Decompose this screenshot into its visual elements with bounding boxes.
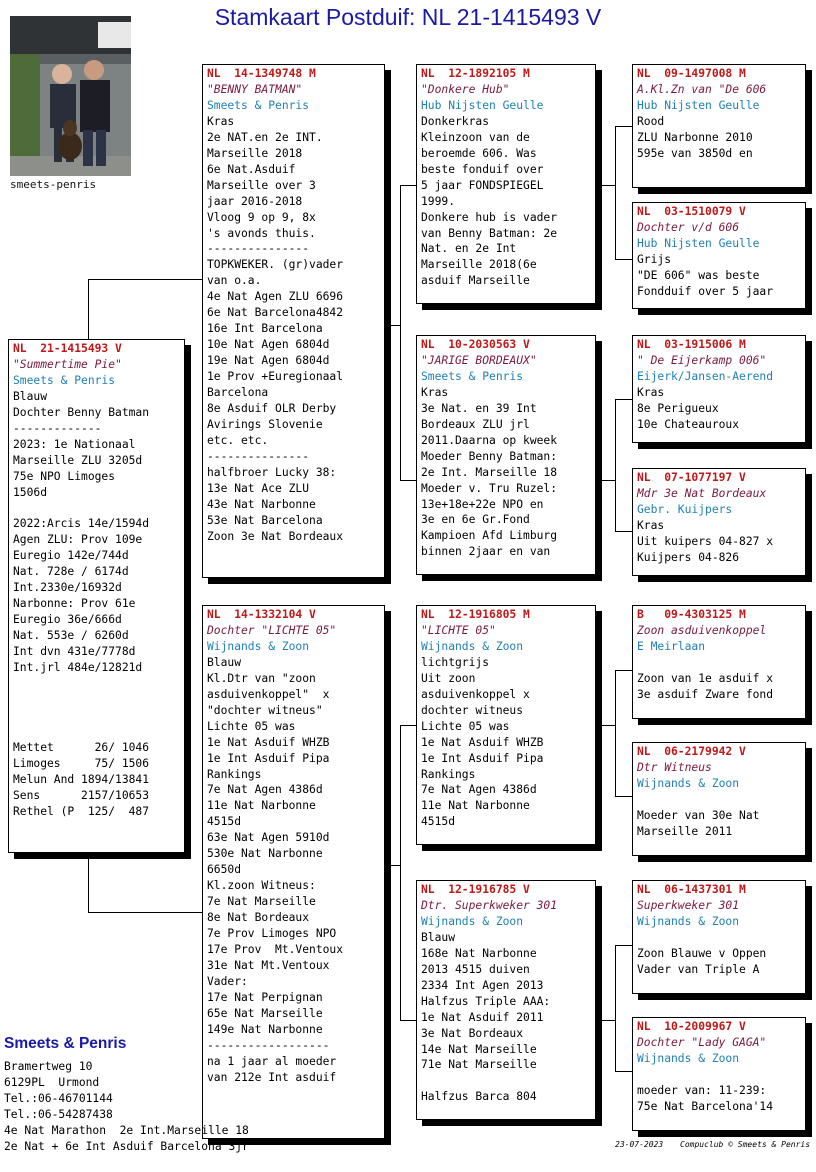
page-title: Stamkaart Postduif: NL 21-1415493 V bbox=[214, 4, 602, 30]
pigeon-description: Zoon van 1e asduif x 3e asduif Zware fond bbox=[637, 671, 774, 701]
connector-line bbox=[615, 1071, 632, 1072]
breeder-name: Wijnands & Zoon bbox=[637, 776, 740, 790]
connector-line bbox=[615, 670, 632, 671]
footer-date: 23-07-2023 bbox=[615, 1140, 664, 1149]
pigeon-name: Superkweker 301 bbox=[637, 898, 740, 912]
ring-number: NL 21-1415493 V bbox=[13, 342, 122, 355]
ring-number: B 09-4303125 M bbox=[637, 608, 746, 621]
connector-line bbox=[88, 852, 89, 913]
connector-line bbox=[400, 725, 401, 1021]
breeder-name: Gebr. Kuijpers bbox=[637, 502, 733, 516]
connector-line bbox=[88, 279, 203, 280]
ring-number: NL 06-2179942 V bbox=[637, 745, 746, 758]
owner-details: Bramertweg 10 6129PL Urmond Tel.:06-46701144 Tel.:06-54287438 4e Nat Marathon 2e Int.Marseille 18 2e Nat + 6e Int Asduif Barcelona 3jr bbox=[4, 1060, 249, 1153]
ring-number: NL 12-1916785 V bbox=[421, 883, 530, 896]
connector-line bbox=[615, 126, 632, 127]
pigeon-description: Grijs "DE 606" was beste Fondduif over 5 jaar bbox=[637, 252, 774, 298]
fmf-card bbox=[632, 335, 806, 443]
ring-number: NL 06-1437301 M bbox=[637, 883, 746, 896]
fmm-card bbox=[632, 468, 806, 576]
connector-line bbox=[400, 1020, 416, 1021]
owner-block bbox=[4, 1035, 284, 1154]
pigeon-description: Blauw 168e Nat Narbonne 2013 4515 duiven 2334 Int Agen 2013 Halfzus Triple AAA: 1e Nat Asduif 2011 3e Nat Bordeaux 14e Nat Marseille 71e Nat Marseille Halfzus Barca 804 bbox=[421, 930, 551, 1104]
breeder-name: Hub Nijsten Geulle bbox=[637, 236, 760, 250]
pigeon-description: Donkerkras Kleinzoon van de beroemde 606. Was beste fonduif over 5 jaar FONDSPIEGEL 1999. Donkere hub is vader van Benny Batman: 2e Nat. en 2e Int Marseille 2018(6e asduif Marseille bbox=[421, 114, 558, 288]
mff-card bbox=[632, 605, 806, 719]
breeder-name: Smeets & Penris bbox=[207, 98, 310, 112]
photo-caption: smeets-penris bbox=[10, 178, 97, 191]
breeder-name: Smeets & Penris bbox=[421, 369, 524, 383]
father-mother-card bbox=[416, 335, 596, 575]
fff-card bbox=[632, 64, 806, 188]
connector-line bbox=[615, 259, 632, 260]
pigeon-name: Dochter "Lady GAGA" bbox=[637, 1035, 767, 1049]
connector-line bbox=[615, 945, 616, 1072]
pigeon-name: Dtr. Superkweker 301 bbox=[421, 898, 558, 912]
breeder-name: Wijnands & Zoon bbox=[421, 914, 524, 928]
connector-line bbox=[400, 480, 416, 481]
pigeon-name: "LICHTE 05" bbox=[421, 623, 496, 637]
ring-number: NL 03-1510079 V bbox=[637, 205, 746, 218]
pigeon-description: Blauw Dochter Benny Batman ------------- 2023: 1e Nationaal Marseille ZLU 3205d 75e NPO Limoges 1506d 2022:Arcis 14e/1594d Agen ZLU: Prov 109e Euregio 142e/744d Nat. 728e / 6174d Int.2330e/16932d Narbonne: Prov 61e Euregio 36e/666d Nat. 553e / 6260d Int dvn 431e/7778d Int.jrl 484e/12821d Mettet 26/ 1046 Limoges 75/ 1506 Melun And 1894/13841 Sens 2157/10653 Rethel (P 125/ 487 bbox=[13, 389, 150, 818]
connector-line bbox=[400, 185, 401, 481]
connector-line bbox=[595, 185, 616, 186]
breeder-name: Wijnands & Zoon bbox=[421, 639, 524, 653]
pigeon-description: Kras 8e Perigueux 10e Chateauroux bbox=[637, 385, 740, 431]
pigeon-name: Dtr Witneus bbox=[637, 760, 712, 774]
breeder-name: Wijnands & Zoon bbox=[637, 914, 740, 928]
connector-line bbox=[595, 480, 616, 481]
owner-name: Smeets & Penris bbox=[4, 1035, 127, 1052]
mmm-card bbox=[632, 1017, 806, 1131]
breeder-name: Hub Nijsten Geulle bbox=[421, 98, 544, 112]
connector-line bbox=[400, 725, 416, 726]
subject-card bbox=[8, 339, 185, 853]
ring-number: NL 09-1497008 M bbox=[637, 67, 746, 80]
footer-credit: Compuclub © Smeets & Penris bbox=[680, 1140, 811, 1149]
connector-line bbox=[615, 796, 632, 797]
owner-photo-image bbox=[10, 16, 131, 176]
owner-photo bbox=[10, 16, 131, 176]
connector-line bbox=[595, 725, 616, 726]
pigeon-name: "Summertime Pie" bbox=[13, 357, 122, 371]
pigeon-name: "JARIGE BORDEAUX" bbox=[421, 353, 537, 367]
breeder-name: Wijnands & Zoon bbox=[637, 1051, 740, 1065]
father-card bbox=[202, 64, 385, 578]
breeder-name: E Meirlaan bbox=[637, 639, 706, 653]
connector-line bbox=[615, 399, 616, 532]
pigeon-name: "BENNY BATMAN" bbox=[207, 82, 303, 96]
pigeon-name: Dochter v/d 606 bbox=[637, 220, 740, 234]
pigeon-description: Blauw Kl.Dtr van "zoon asduivenkoppel" x "dochter witneus" Lichte 05 was 1e Nat Asduif WHZB 1e Int Asduif Pipa Rankings 7e Nat Agen 4386d 11e Nat Narbonne 4515d 63e Nat Agen 5910d 530e Nat Narbonne 6650d Kl.zoon Witneus: 7e Nat Marseille 8e Nat Bordeaux 7e Prov Limoges NPO 17e Prov Mt.Ventoux 31e Nat Mt.Ventoux Vader: 17e Nat Perpignan 65e Nat Marseille 149e Nat Narbonne ------------------ na 1 jaar al moeder van 212e Int asduif bbox=[207, 655, 344, 1084]
ring-number: NL 07-1077197 V bbox=[637, 471, 746, 484]
breeder-name: Wijnands & Zoon bbox=[207, 639, 310, 653]
ring-number: NL 14-1332104 V bbox=[207, 608, 316, 621]
ffm-card bbox=[632, 202, 806, 309]
pigeon-description: Zoon Blauwe v Oppen Vader van Triple A bbox=[637, 946, 767, 976]
connector-line bbox=[384, 325, 401, 326]
mfm-card bbox=[632, 742, 806, 856]
pigeon-name: "Donkere Hub" bbox=[421, 82, 510, 96]
pigeon-description: moeder van: 11-239: 75e Nat Barcelona'14 bbox=[637, 1083, 774, 1113]
pigeon-name: " De Eijerkamp 006" bbox=[637, 353, 767, 367]
pigeon-name: Dochter "LICHTE 05" bbox=[207, 623, 337, 637]
connector-line bbox=[615, 126, 616, 260]
pigeon-description: Kras 2e NAT.en 2e INT. Marseille 2018 6e Nat.Asduif Marseille over 3 jaar 2016-2018 Vloog 9 op 9, 8x 's avonds thuis. --------------- TOPKWEKER. (gr)vader van o.a. 4e Nat Agen ZLU 6696 6e Nat Barcelona4842 16e Int Barcelona 10e Nat Agen 6804d 19e Nat Agen 6804d 1e Prov +Euregionaal Barcelona 8e Asduif OLR Derby Avirings Slovenie etc. etc. --------------- halfbroer Lucky 38: 13e Nat Ace ZLU 43e Nat Narbonne 53e Nat Barcelona Zoon 3e Nat Bordeaux bbox=[207, 114, 344, 543]
pigeon-name: Zoon asduivenkoppel bbox=[637, 623, 767, 637]
connector-line bbox=[615, 531, 632, 532]
breeder-name: Smeets & Penris bbox=[13, 373, 116, 387]
connector-line bbox=[595, 1020, 616, 1021]
connector-line bbox=[384, 865, 401, 866]
connector-line bbox=[615, 399, 632, 400]
connector-line bbox=[88, 279, 89, 339]
pigeon-name: A.Kl.Zn van "De 606 bbox=[637, 82, 767, 96]
father-father-card bbox=[416, 64, 596, 304]
connector-line bbox=[615, 945, 632, 946]
connector-line bbox=[88, 912, 203, 913]
pigeon-description: Kras Uit kuipers 04-827 x Kuijpers 04-826 bbox=[637, 518, 774, 564]
breeder-name: Hub Nijsten Geulle bbox=[637, 98, 760, 112]
mother-father-card bbox=[416, 605, 596, 845]
pigeon-description: Rood ZLU Narbonne 2010 595e van 3850d en bbox=[637, 114, 753, 160]
ring-number: NL 12-1916805 M bbox=[421, 608, 530, 621]
pigeon-name: Mdr 3e Nat Bordeaux bbox=[637, 486, 767, 500]
ring-number: NL 03-1915006 M bbox=[637, 338, 746, 351]
mother-mother-card bbox=[416, 880, 596, 1120]
ring-number: NL 12-1892105 M bbox=[421, 67, 530, 80]
mmf-card bbox=[632, 880, 806, 994]
connector-line bbox=[400, 185, 416, 186]
pigeon-description: Moeder van 30e Nat Marseille 2011 bbox=[637, 808, 760, 838]
connector-line bbox=[615, 670, 616, 797]
pigeon-description: lichtgrijs Uit zoon asduivenkoppel x dochter witneus Lichte 05 was 1e Nat Asduif WHZB 1e Int Asduif Pipa Rankings 7e Nat Agen 4386d 11e Nat Narbonne 4515d bbox=[421, 655, 544, 829]
pigeon-description: Kras 3e Nat. en 39 Int Bordeaux ZLU jrl 2011.Daarna op kweek Moeder Benny Batman: 2e Int. Marseille 18 Moeder v. Tru Ruzel: 13e+18e+22e NPO en 3e en 6e Gr.Fond Kampioen Afd Limburg binnen 2jaar en van bbox=[421, 385, 558, 559]
ring-number: NL 10-2030563 V bbox=[421, 338, 530, 351]
breeder-name: Eijerk/Jansen-Aerend bbox=[637, 369, 774, 383]
ring-number: NL 10-2009967 V bbox=[637, 1020, 746, 1033]
ring-number: NL 14-1349748 M bbox=[207, 67, 316, 80]
